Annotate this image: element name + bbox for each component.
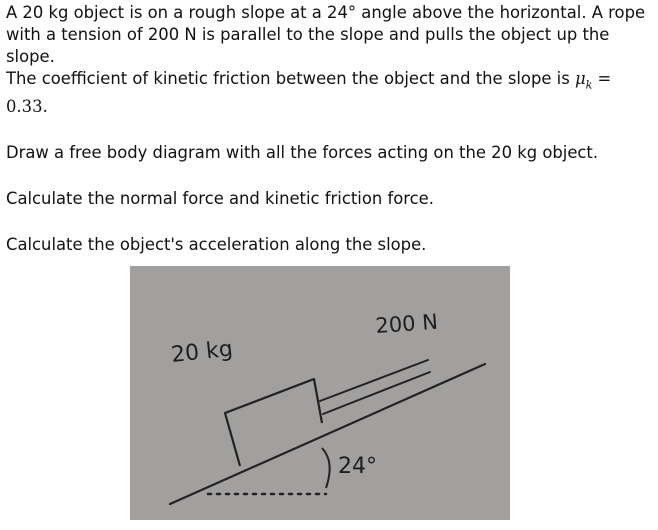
block-shape [225, 379, 322, 466]
mu-subscript: k [585, 78, 593, 92]
slope-sketch [130, 266, 510, 520]
mu-symbol: $\mu_k$ [574, 69, 593, 92]
slope-sketch-photo [130, 266, 510, 520]
statement-line-2: with a tension of 200 N is parallel to the slope and pulls the object up the slope. [6, 25, 610, 66]
problem-text [6, 2, 654, 256]
mu-value: = 0.33. [6, 69, 612, 117]
angle-label: 24° [338, 454, 377, 479]
mass-label: 20 kg [170, 336, 234, 368]
angle-arc [322, 448, 330, 488]
task-normal-friction: Calculate the normal force and kinetic friction force. [6, 189, 434, 209]
problem-statement [6, 2, 654, 118]
task-acceleration: Calculate the object's acceleration along the slope. [6, 235, 427, 255]
statement-line-1: A 20 kg object is on a rough slope at a 24° angle above the horizontal. A rope [6, 3, 646, 22]
statement-line-3: The coefficient of kinetic friction between the object and the slope is [6, 69, 575, 88]
task-free-body-diagram: Draw a free body diagram with all the forces acting on the 20 kg object. [6, 143, 599, 163]
tension-label: 200 N [374, 309, 439, 338]
